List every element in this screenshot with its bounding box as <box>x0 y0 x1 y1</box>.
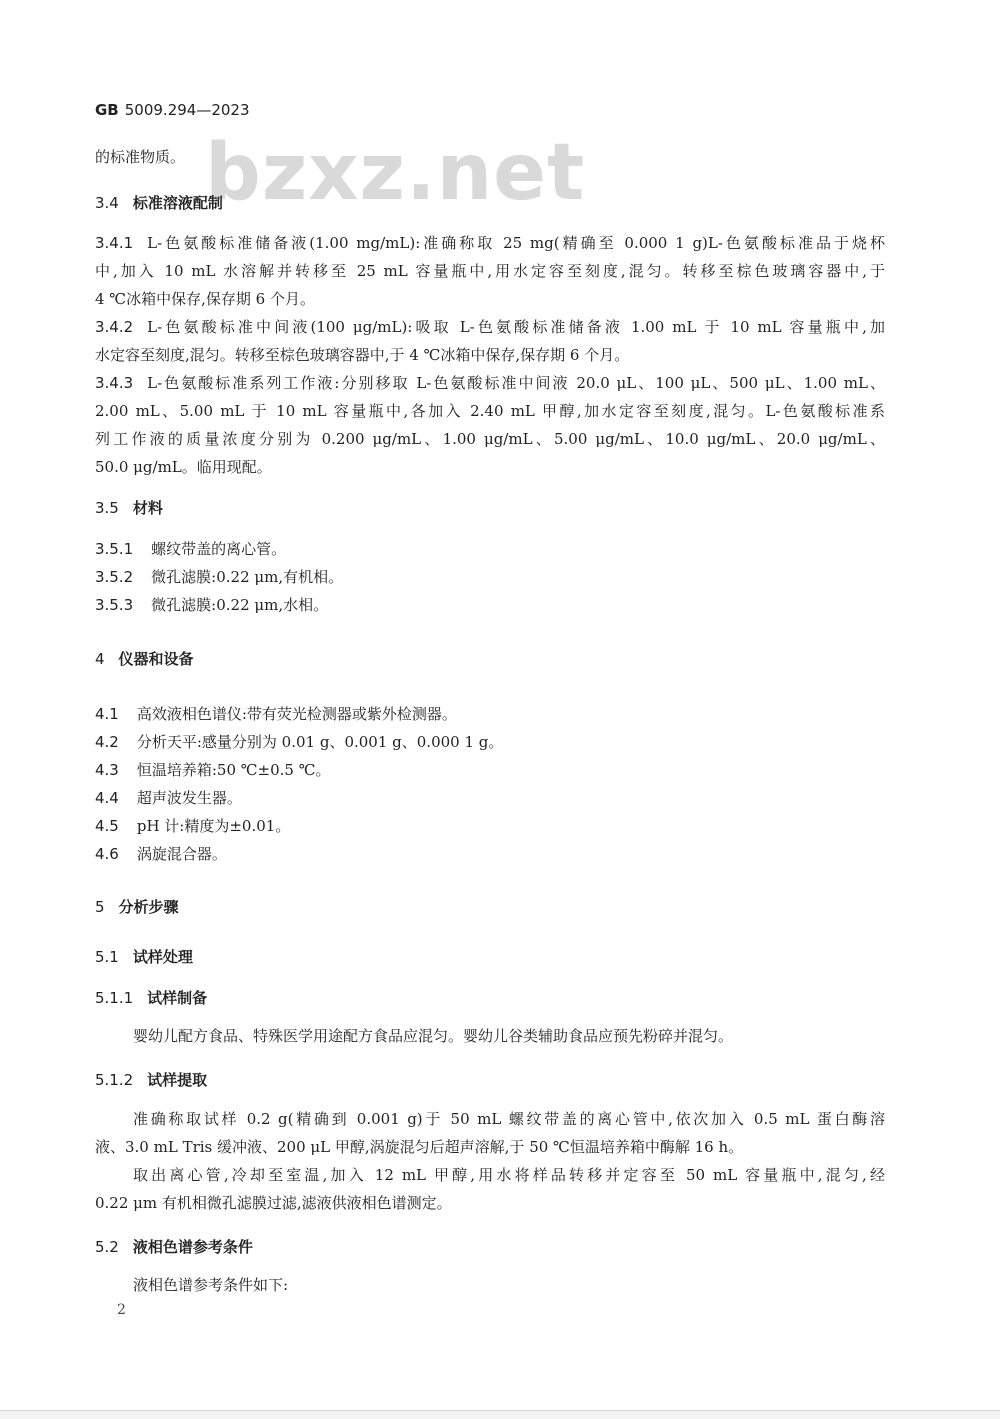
list-item <box>95 594 885 615</box>
section-title: 仪器和设备 <box>118 650 194 668</box>
item-text: 螺纹带盖的离心管。 <box>151 540 287 558</box>
list-item <box>95 538 885 559</box>
section-number: 5.1.1 <box>95 989 134 1007</box>
list-item <box>95 787 885 808</box>
item-number: 4.5 <box>95 817 119 835</box>
clause-3-4-3-line-4: 50.0 μg/mL。临用现配。 <box>95 458 272 476</box>
list-item <box>95 731 885 752</box>
list-item <box>95 759 885 780</box>
item-number: 4.3 <box>95 761 119 779</box>
standard-code: 5009.294—2023 <box>124 101 250 119</box>
item-text: 超声波发生器。 <box>136 789 242 807</box>
section-number: 5.1.2 <box>95 1071 134 1089</box>
section-3-5-heading <box>95 497 163 518</box>
clause-text: L-色氨酸标准储备液(1.00 mg/mL):准确称取 25 mg(精确至 0.000 1 g)L-色氨酸标准品于烧杯 <box>147 234 885 252</box>
clause-3-4-1-line-2: 中,加入 10 mL 水溶解并转移至 25 mL 容量瓶中,用水定容至刻度,混匀。转移至棕色玻璃容器中,于 <box>95 262 885 280</box>
section-title: 液相色谱参考条件 <box>132 1238 253 1256</box>
clause-number: 3.4.2 <box>95 318 134 336</box>
paragraph-5-2: 液相色谱参考条件如下: <box>133 1276 289 1294</box>
item-text: 恒温培养箱:50 ℃±0.5 ℃。 <box>136 761 331 779</box>
list-item <box>95 843 885 864</box>
clause-text: L-色氨酸标准系列工作液:分别移取 L-色氨酸标准中间液 20.0 μL、100 μL、500 μL、1.00 mL、 <box>147 374 885 392</box>
clause-3-4-1-line-1 <box>95 229 885 257</box>
item-number: 4.1 <box>95 705 119 723</box>
item-number: 3.5.2 <box>95 568 134 586</box>
section-4-heading <box>95 648 194 669</box>
section-title: 分析步骤 <box>118 898 179 916</box>
item-number: 3.5.1 <box>95 540 134 558</box>
standard-prefix: GB <box>95 101 119 119</box>
section-5-1-2-heading <box>95 1069 207 1090</box>
clause-3-4-2-line-2: 水定容至刻度,混匀。转移至棕色玻璃容器中,于 4 ℃冰箱中保存,保存期 6 个月。 <box>95 346 630 364</box>
item-number: 3.5.3 <box>95 596 134 614</box>
watermark: bzxz.net <box>205 128 586 218</box>
item-text: pH 计:精度为±0.01。 <box>136 817 291 835</box>
paragraph-5-1-2b-line-2: 0.22 μm 有机相微孔滤膜过滤,滤液供液相色谱测定。 <box>95 1194 452 1212</box>
section-number: 3.5 <box>95 499 119 517</box>
list-item <box>95 566 885 587</box>
section-5-2-heading <box>95 1236 253 1257</box>
clause-text: L-色氨酸标准中间液(100 μg/mL):吸取 L-色氨酸标准储备液 1.00 mL 于 10 mL 容量瓶中,加 <box>147 318 885 336</box>
section-title: 试样处理 <box>132 948 193 966</box>
section-5-heading <box>95 896 179 917</box>
section-number: 5.2 <box>95 1238 119 1256</box>
standard-header <box>95 101 250 119</box>
clause-3-4-3-line-1 <box>95 369 885 397</box>
clause-number: 3.4.3 <box>95 374 134 392</box>
section-title: 试样提取 <box>147 1071 208 1089</box>
section-title: 标准溶液配制 <box>132 194 223 212</box>
section-number: 3.4 <box>95 194 119 212</box>
item-text: 高效液相色谱仪:带有荧光检测器或紫外检测器。 <box>136 705 457 723</box>
clause-3-4-2-line-1 <box>95 313 885 341</box>
paragraph-5-1-1: 婴幼儿配方食品、特殊医学用途配方食品应混匀。婴幼儿谷类辅助食品应预先粉碎并混匀。 <box>133 1027 734 1045</box>
item-text: 分析天平:感量分别为 0.01 g、0.001 g、0.000 1 g。 <box>136 733 504 751</box>
paragraph-continuation: 的标准物质。 <box>95 148 186 166</box>
clause-3-4-3-line-3: 列工作液的质量浓度分别为 0.200 μg/mL、1.00 μg/mL、5.00 μg/mL、10.0 μg/mL、20.0 μg/mL、 <box>95 430 885 448</box>
section-5-1-heading <box>95 946 193 967</box>
item-text: 微孔滤膜:0.22 μm,有机相。 <box>151 568 344 586</box>
section-number: 5 <box>95 898 105 916</box>
list-item <box>95 815 885 836</box>
section-number: 5.1 <box>95 948 119 966</box>
item-text: 微孔滤膜:0.22 μm,水相。 <box>151 596 329 614</box>
item-number: 4.4 <box>95 789 119 807</box>
item-text: 涡旋混合器。 <box>136 845 227 863</box>
paragraph-5-1-2a-line-1: 准确称取试样 0.2 g(精确到 0.001 g)于 50 mL 螺纹带盖的离心管中,依次加入 0.5 mL 蛋白酶溶 <box>133 1110 885 1128</box>
clause-number: 3.4.1 <box>95 234 134 252</box>
clause-3-4-1-line-3: 4 ℃冰箱中保存,保存期 6 个月。 <box>95 290 315 308</box>
section-title: 试样制备 <box>147 989 208 1007</box>
item-number: 4.2 <box>95 733 119 751</box>
paragraph-5-1-2b-line-1: 取出离心管,冷却至室温,加入 12 mL 甲醇,用水将样品转移并定容至 50 mL 容量瓶中,混匀,经 <box>133 1166 885 1184</box>
page-number: 2 <box>117 1302 126 1318</box>
section-3-4-heading <box>95 192 223 213</box>
section-5-1-1-heading <box>95 987 207 1008</box>
paragraph-5-1-2a-line-2: 液、3.0 mL Tris 缓冲液、200 μL 甲醇,涡旋混匀后超声溶解,于 50 ℃恒温培养箱中酶解 16 h。 <box>95 1138 744 1156</box>
section-title: 材料 <box>132 499 163 517</box>
section-number: 4 <box>95 650 105 668</box>
item-number: 4.6 <box>95 845 119 863</box>
list-item <box>95 703 885 724</box>
clause-3-4-3-line-2: 2.00 mL、5.00 mL 于 10 mL 容量瓶中,各加入 2.40 mL 甲醇,加水定容至刻度,混匀。L-色氨酸标准系 <box>95 402 885 420</box>
